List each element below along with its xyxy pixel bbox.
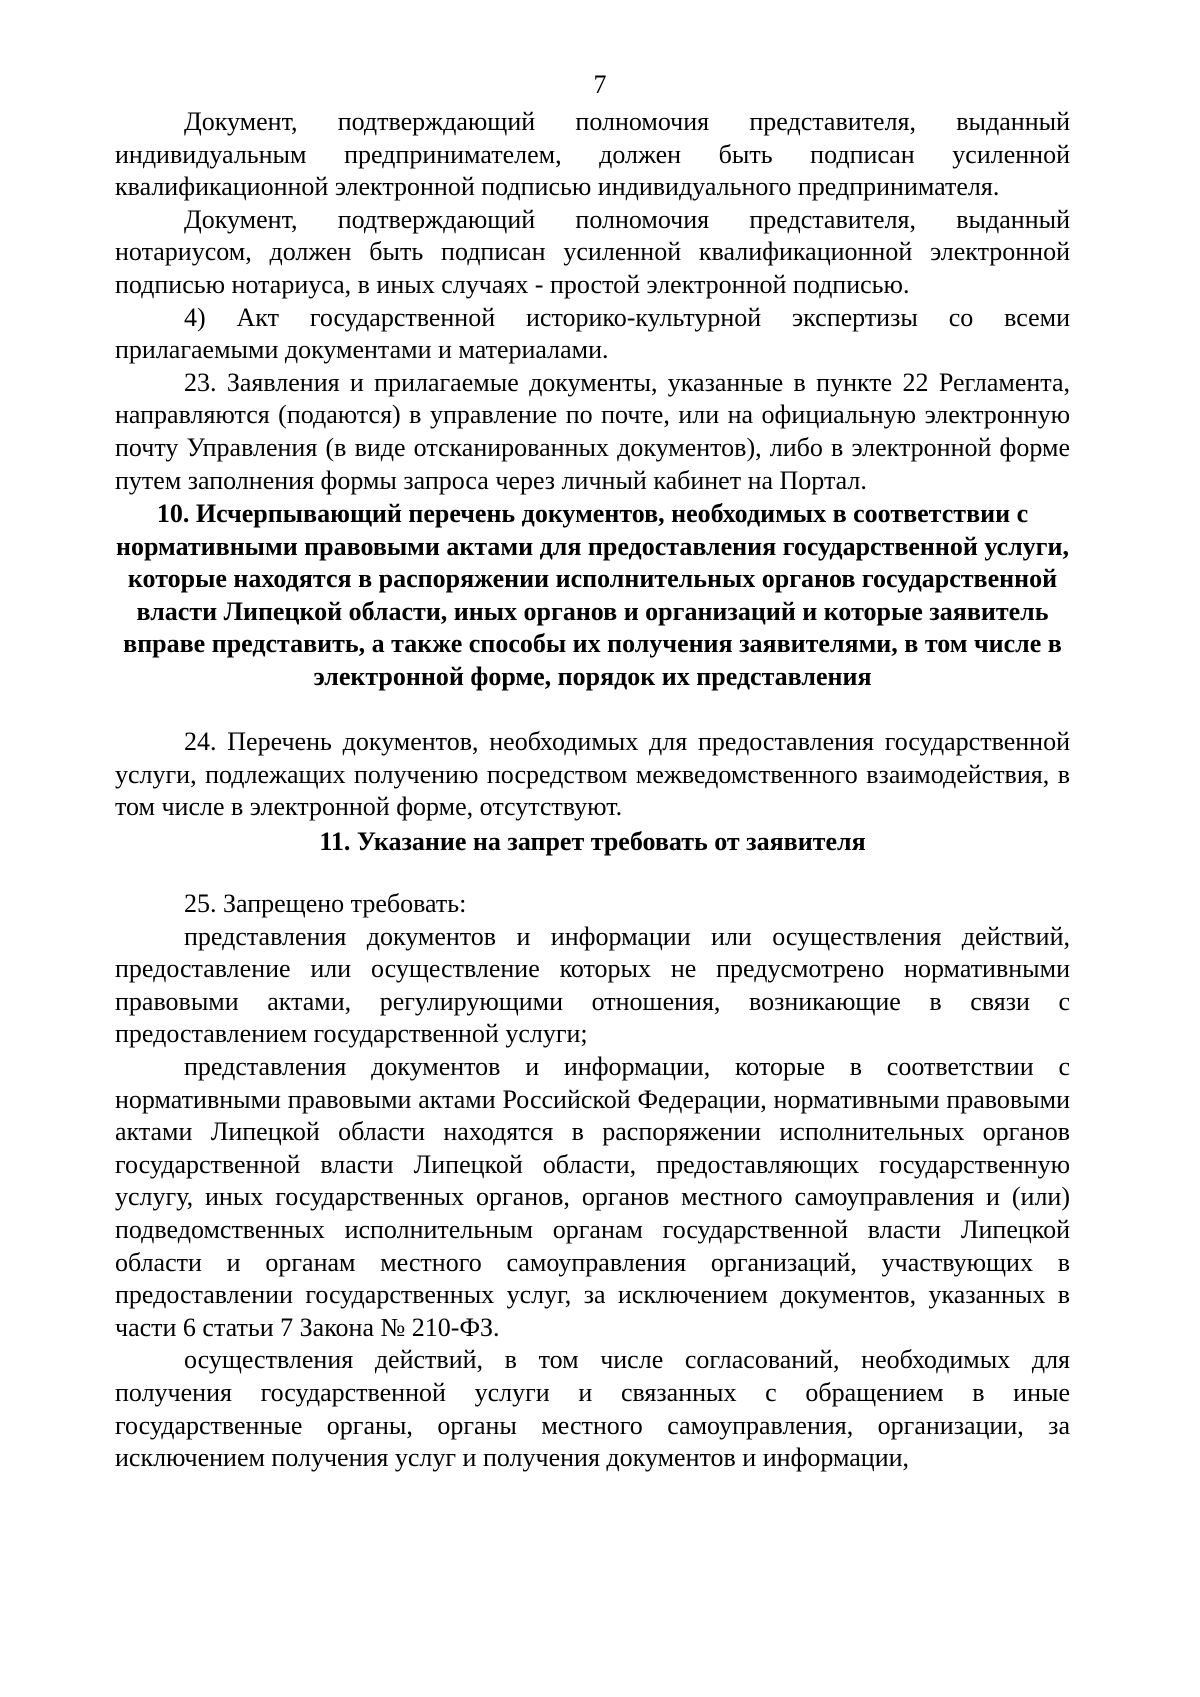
paragraph-25: 25. Запрещено требовать: [184, 889, 467, 918]
page-number: 7 [593, 70, 607, 99]
paragraph-prohibition-1: представления документов и информации или осуществления действий, предоставление или осуществление которых не предусмотрено нормативными правовыми актами, регулирующими отношения, возникающие в связи с предоставлением государственной услуги; [115, 921, 1070, 1049]
paragraph-24: 24. Перечень документов, необходимых для предоставления государственной услуги, подлежащих получению посредством межведомственного взаимодействия, в том числе в электронной форме, отсутствуют. [115, 727, 1070, 822]
top-paragraphs [115, 106, 1070, 497]
paragraph-prohibition-2: представления документов и информации, которые в соответствии с нормативными правовыми актами Российской Федерации, нормативными правовыми актами Липецкой области находятся в распоряжении исполнительных органов государственной власти Липецкой области, предоставляющих государственную услугу, иных государственных органов, органов местного самоуправления и (или) подведомственных исполнительным органам государственной власти Липецкой области и органам местного самоуправления организаций, участвующих в предоставлении государственных услуг, за исключением документов, указанных в части 6 статьи 7 Закона № 210-ФЗ. [115, 1051, 1070, 1342]
section-11 [115, 826, 1070, 859]
section-10-body [115, 726, 1070, 824]
paragraph-expertise-act: 4) Акт государственной историко-культурной экспертизы со всеми прилагаемыми документами и материалами. [115, 302, 1070, 365]
section-11-heading: 11. Указание на запрет требовать от заявителя [319, 827, 866, 856]
paragraph-prohibition-3: осуществления действий, в том числе согласований, необходимых для получения государственной услуги и связанных с обращением в иные государственные органы, органы местного самоуправления, организации, за исключением получения услуг и получения документов и информации, [115, 1345, 1070, 1473]
section-11-body [115, 888, 1070, 1475]
section-10 [115, 498, 1070, 694]
paragraph-23: 23. Заявления и прилагаемые документы, указанные в пункте 22 Регламента, направляются (подаются) в управление по почте, или на официальную электронную почту Управления (в виде отсканированных документов), либо в электронной форме путем заполнения формы запроса через личный кабинет на Портал. [115, 367, 1070, 495]
paragraph-ip-signature: Документ, подтверждающий полномочия представителя, выданный индивидуальным предпринимателем, должен быть подписан усиленной квалификационной электронной подписью индивидуального предпринимателя. [115, 107, 1070, 202]
paragraph-notary-signature: Документ, подтверждающий полномочия представителя, выданный нотариусом, должен быть подписан усиленной квалификационной электронной подписью нотариуса, в иных случаях - простой электронной подписью. [115, 204, 1070, 299]
section-10-heading: 10. Исчерпывающий перечень документов, необходимых в соответствии с нормативными правовыми актами для предоставления государственной услуги, которые находятся в распоряжении исполнительных органов государственной власти Липецкой области, иных органов и организаций и которые заявитель вправе представить, а также способы их получения заявителями, в том числе в электронной форме, порядок их представления [116, 499, 1069, 691]
